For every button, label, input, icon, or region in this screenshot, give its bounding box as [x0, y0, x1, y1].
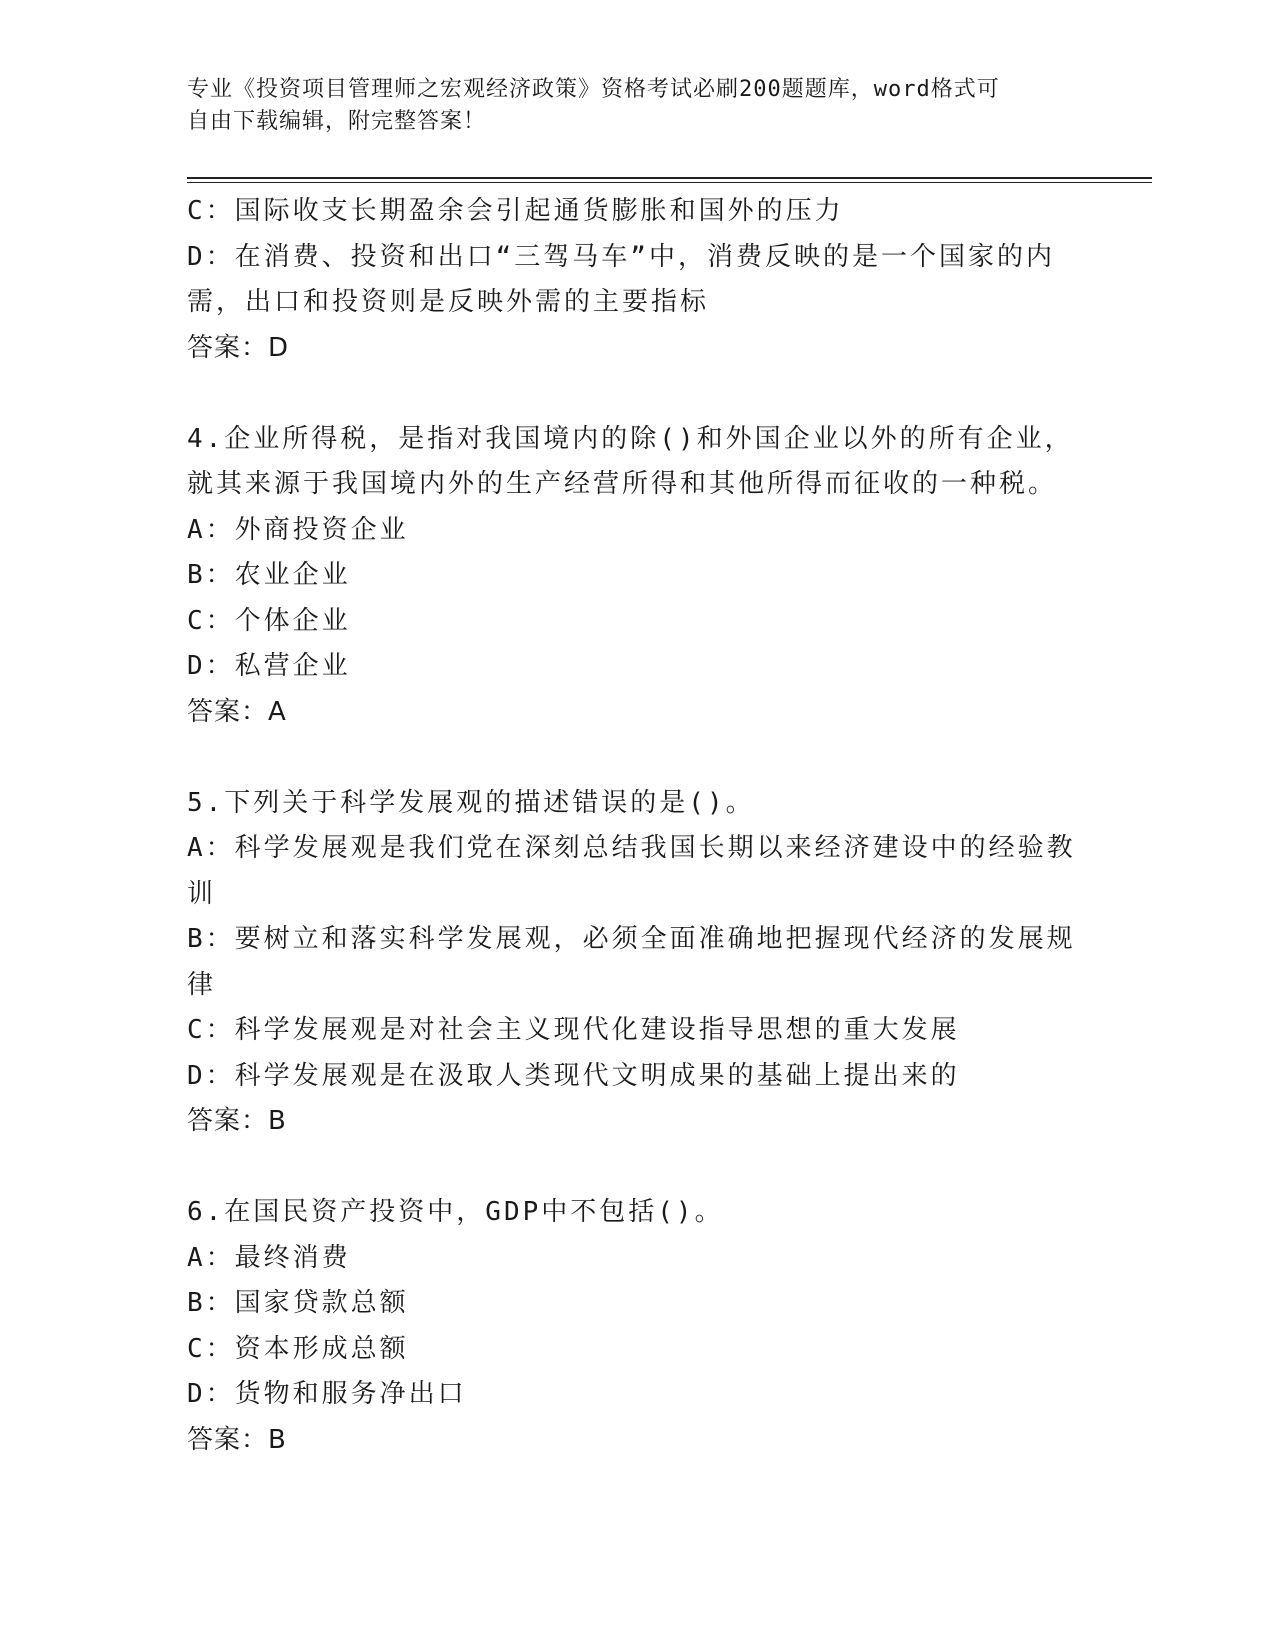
question-stem: 5.下列关于科学发展观的描述错误的是()。: [187, 787, 755, 818]
option-b-continued: 律: [187, 969, 217, 1000]
option-c: C：资本形成总额: [187, 1333, 409, 1364]
question-6: [187, 1190, 1087, 1463]
option-c: C：科学发展观是对社会主义现代化建设指导思想的重大发展: [187, 1015, 960, 1045]
option-d: D：科学发展观是在汲取人类现代文明成果的基础上提出来的: [187, 1060, 960, 1091]
option-b: B：要树立和落实科学发展观，必须全面准确地把握现代经济的发展规: [187, 924, 1076, 954]
option-c: C：个体企业: [187, 605, 351, 636]
option-d: D：在消费、投资和出口“三驾马车”中，消费反映的是一个国家的内: [187, 241, 1055, 272]
option-a-continued: 训: [187, 878, 217, 909]
answer: 答案：D: [187, 332, 290, 363]
option-c: C：国际收支长期盈余会引起通货膨胀和国外的压力: [187, 196, 844, 226]
option-a: A：科学发展观是我们党在深刻总结我国长期以来经济建设中的经验教: [187, 833, 1076, 863]
option-d-continued: 需，出口和投资则是反映外需的主要指标: [187, 287, 710, 317]
question-stem: 4.企业所得税，是指对我国境内的除()和外国企业以外的所有企业，: [187, 423, 1074, 454]
option-d: D：货物和服务净出口: [187, 1379, 467, 1409]
option-a: A：最终消费: [187, 1242, 351, 1273]
answer: 答案：B: [187, 1424, 287, 1455]
question-stem: 6.在国民资产投资中，GDP中不包括()。: [187, 1197, 724, 1227]
option-a: A：外商投资企业: [187, 514, 409, 545]
option-b: B：国家贷款总额: [187, 1288, 409, 1318]
question-5: [187, 781, 1087, 1145]
header-title-line-2: 自由下载编辑，附完整答案！: [187, 109, 487, 134]
question-content: [187, 189, 1087, 1463]
question-3-tail: [187, 189, 1087, 371]
question-spacer: [187, 1145, 1087, 1191]
question-spacer: [187, 735, 1087, 781]
header-divider-thin: [187, 182, 1152, 183]
header-divider-thick: [187, 177, 1152, 179]
question-stem-continued: 就其来源于我国境内外的生产经营所得和其他所得而征收的一种税。: [187, 469, 1058, 499]
option-b: B：农业企业: [187, 560, 351, 590]
answer: 答案：A: [187, 696, 287, 727]
answer: 答案：B: [187, 1106, 287, 1136]
question-spacer: [187, 371, 1087, 417]
option-d: D：私营企业: [187, 651, 351, 681]
document-header: [187, 74, 1087, 138]
header-title-line-1: 专业《投资项目管理师之宏观经济政策》资格考试必刷200题题库，word格式可: [187, 77, 1000, 102]
question-4: [187, 417, 1087, 736]
